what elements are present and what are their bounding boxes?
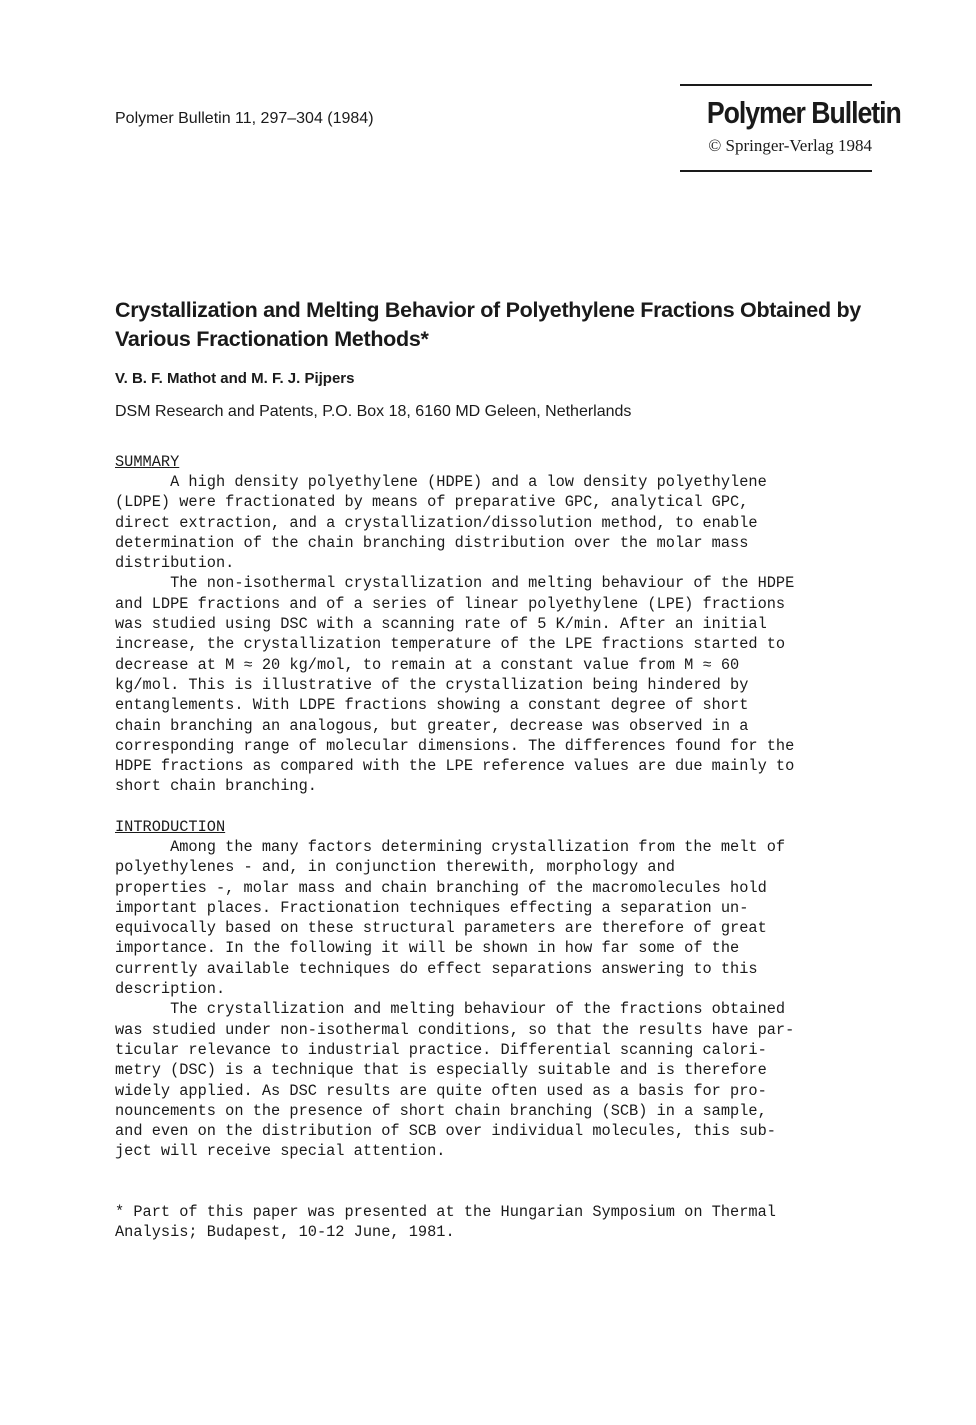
journal-name: Polymer Bulletin bbox=[706, 95, 901, 130]
summary-heading: SUMMARY bbox=[115, 453, 180, 471]
journal-masthead bbox=[680, 84, 901, 156]
introduction-heading: INTRODUCTION bbox=[115, 818, 226, 836]
introduction-text: Among the many factors determining crystallization from the melt of polyethylenes - and, in conjunction therewith, morphology and properties -, molar mass and chain branching of the macromolecules hold important places. Fractionation techniques effecting a separation un- equivocally based on these structural parameters are therefore of great importance. In the following it will be shown in how far some of the currently available techniques do effect separations answering to this description. The crystallization and melting behaviour of the fractions obtained was studied under non-isothermal conditions, so that the results have par- ticular relevance to industrial practice. Differential scanning calori- metry (DSC) is a technique that is especially suitable and is therefore widely applied. As DSC results are quite often used as a basis for pro- nouncements on the presence of short chain branching (SCB) in a sample, and even on the distribution of SCB over individual molecules, this sub- ject will receive special attention. bbox=[115, 838, 795, 1161]
article-title: Crystallization and Melting Behavior of Polyethylene Fractions Obtained by Various Fractionation Methods* bbox=[115, 298, 861, 351]
introduction-section bbox=[115, 837, 794, 1162]
masthead-bottom-rule bbox=[680, 170, 872, 172]
journal-citation: Polymer Bulletin 11, 297–304 (1984) bbox=[115, 110, 374, 127]
summary-text: A high density polyethylene (HDPE) and a low density polyethylene (LDPE) were fractionated by means of preparative GPC, analytical GPC, direct extraction, and a crystallization/dissolution method, to enable determination of the chain branching distribution over the molar mass distribution. The non-isothermal crystallization and melting behaviour of the HDPE and LDPE fractions and of a series of linear polyethylene (LPE) fractions was studied using DSC with a scanning rate of 5 K/min. After an initial increase, the crystallization temperature of the LPE fractions started to decrease at M ≈ 20 kg/mol, to remain at a constant value from M ≈ 60 kg/mol. This is illustrative of the crystallization being hindered by entanglements. With LDPE fractions showing a constant degree of short chain branching an analogous, but greater, decrease was observed in a corresponding range of molecular dimensions. The differences found for the HDPE fractions as compared with the LPE reference values are due mainly to short chain branching. bbox=[115, 473, 795, 796]
masthead-top-rule bbox=[680, 84, 872, 86]
summary-section bbox=[115, 472, 794, 797]
footnote-text: * Part of this paper was presented at the Hungarian Symposium on Thermal Analysis; Budapest, 10-12 June, 1981. bbox=[115, 1203, 776, 1242]
author-affiliation: DSM Research and Patents, P.O. Box 18, 6160 MD Geleen, Netherlands bbox=[115, 403, 632, 420]
footnote bbox=[115, 1202, 776, 1243]
article-authors: V. B. F. Mathot and M. F. J. Pijpers bbox=[115, 370, 355, 387]
copyright-notice: © Springer-Verlag 1984 bbox=[708, 136, 872, 155]
